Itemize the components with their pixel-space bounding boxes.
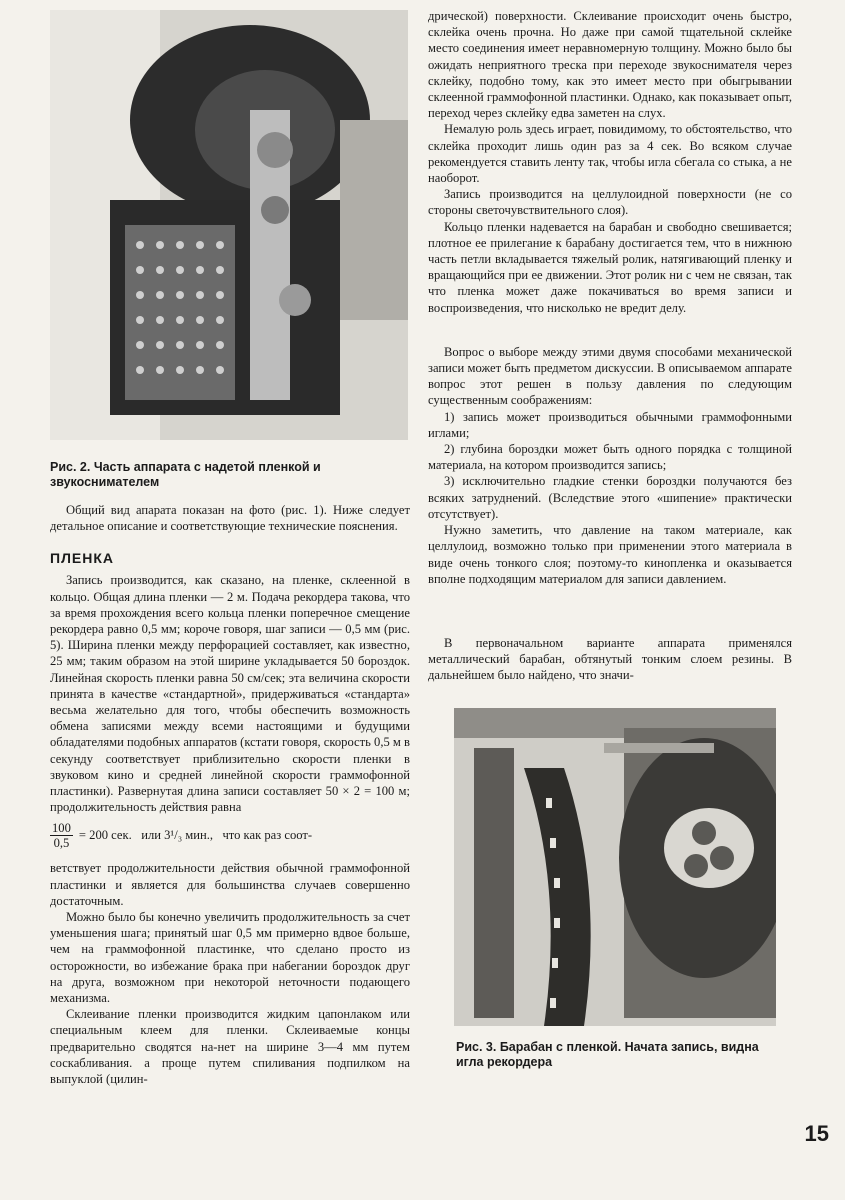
formula-numerator: 100: [52, 821, 71, 836]
splice-role-paragraph: Немалую роль здесь играет, повидимому, то обстоятельство, что склейка проходит лишь один раз за 4 сек. Во всяком случае рекомендуется ставить ленту так, чтобы игла сбегала со стыка, а не наоборот.: [428, 122, 792, 186]
formula-fraction: [50, 821, 73, 850]
section-heading-plenka: ПЛЕНКА: [50, 550, 114, 567]
formula-rest: = 200 сек. или 3¹/₃ мин., что как раз соот-: [78, 828, 313, 843]
film-paragraph-4: Склеивание пленки производится жидким цапонлаком или специальным клеем для пленки. Склеиваемые концы предварительно сводятся на-нет на ширине 3—4 мм путем соскабливания. а проще путем спиливания подпилком на выпуклой (цилин-: [50, 1007, 410, 1087]
intro-paragraph: Общий вид апарата показан на фото (рис. 1). Ниже следует детальное описание и соответствующие технические пояснения.: [50, 503, 410, 534]
figure-2-caption: Рис. 2. Часть аппарата с надетой пленкой и звукоснимателем: [50, 460, 321, 489]
pressure-note-paragraph: Нужно заметить, что давление на таком материале, как целлулоид, возможно только при применении этого материала в виде очень тонкого слоя; поэтому-то кинопленка и оказывается вполне подходящим материалом для записи давлением.: [428, 523, 792, 586]
ring-paragraph: Кольцо пленки надевается на барабан и свободно свешивается; плотное ее прилегание к барабану достигается тем, что в нижнюю часть петли вкладывается тяжелый ролик, натягивающий пленку и вращающийся при ее движении. Этот ролик ни с чем не связан, так что пленка может даже покачиваться во время записи и воспроизведения, что нисколько не вредит делу.: [428, 219, 792, 315]
celluloid-paragraph: Запись производится на целлулоидной поверхности (не со стороны светочувствительного слоя).: [428, 187, 792, 218]
film-paragraph-3: Можно было бы конечно увеличить продолжительность за счет уменьшения шага; принятый шаг 0,5 мм примерно вдвое больше, чем на граммофонной пластинке, что сделано просто из осторожности, во избежание брака при набегании бороздок друг на друга, возможном при некоторой неточности подающего механизма.: [50, 910, 410, 1006]
drum-paragraph: В первоначальном варианте аппарата применялся металлический барабан, обтянутый тонким слоем резины. В дальнейшем было найдено, что значи-: [428, 635, 792, 683]
figure-3-caption: Рис. 3. Барабан с пленкой. Начата запись, видна игла рекордера: [456, 1039, 759, 1069]
right-column: [428, 8, 792, 1070]
film-paragraph-2: ветствует продолжительности действия обычной граммофонной пластинки и является для большинства случаев совершенно достаточным.: [50, 861, 410, 908]
left-column: [50, 10, 410, 1087]
reason-list-item-3: 3) исключительно гладкие стенки бороздки получаются без всяких затруднений. (Вследствие этого «шипение» практически отсутствует).: [428, 474, 792, 521]
duration-formula: [50, 821, 410, 850]
formula-denominator: 0,5: [53, 836, 70, 851]
apparatus-photo-illustration: [50, 10, 408, 440]
page-number: 15: [804, 1121, 829, 1146]
drum-photo-illustration: [454, 708, 776, 1026]
method-question-paragraph: Вопрос о выборе между этими двумя способами механической записи может быть предметом дискуссии. В описываемом аппарате вопрос этот решен в пользу давления по следующим существенным соображениям:: [428, 344, 792, 408]
film-paragraph-1: Запись производится, как сказано, на пленке, склеенной в кольцо. Общая длина пленки — 2 м. Подача рекордера такова, что за время прохождения всего кольца пленки поперечное смещение рекордера равно 0,5 мм; короче говоря, шаг записи — 0,5 мм (рис. 5). Ширина пленки между перфорацией составляет, как известно, 25 мм; таким образом на этой ширине укладывается 50 бороздок. Линейная скорость пленки равна 50 см/сек; эта величина скорости принята в качестве «стандартной», придерживаться «стандарта» весьма желательно для того, чтобы обеспечить возможность обмена записями между всеми настоящими и будущими обладателями подобных аппаратов (кстати говоря, скорость 0,5 м в секунду соответствует приблизительно скорости пленки в звуковом кино и средней линейной скорости граммофонной пластинки). Развернутая длина записи составляет 50 × 2 = 100 м; продолжительность действия равна: [50, 573, 410, 815]
splice-paragraph: дрической) поверхности. Склеивание происходит очень быстро, склейка очень прочна. Но даже при самой тщательной склейке место соединения имеет неравномерную толщину. Можно было бы ожидать неприятного треска при переходе звукоснимателя через склейку, подобно тому, как это имеет место при обыгрывании склеенной граммофонной пластинки. Однако, как показывает опыт, переход через склейку едва заметен на слух.: [428, 9, 792, 121]
reason-list-item-2: 2) глубина бороздки может быть одного порядка с толщиной материала, на котором производится запись;: [428, 442, 792, 473]
reason-list-item-1: 1) запись может производиться обычными граммофонными иглами;: [428, 409, 792, 440]
figure-2-photo: [50, 10, 408, 440]
figure-3-photo: [454, 708, 776, 1026]
